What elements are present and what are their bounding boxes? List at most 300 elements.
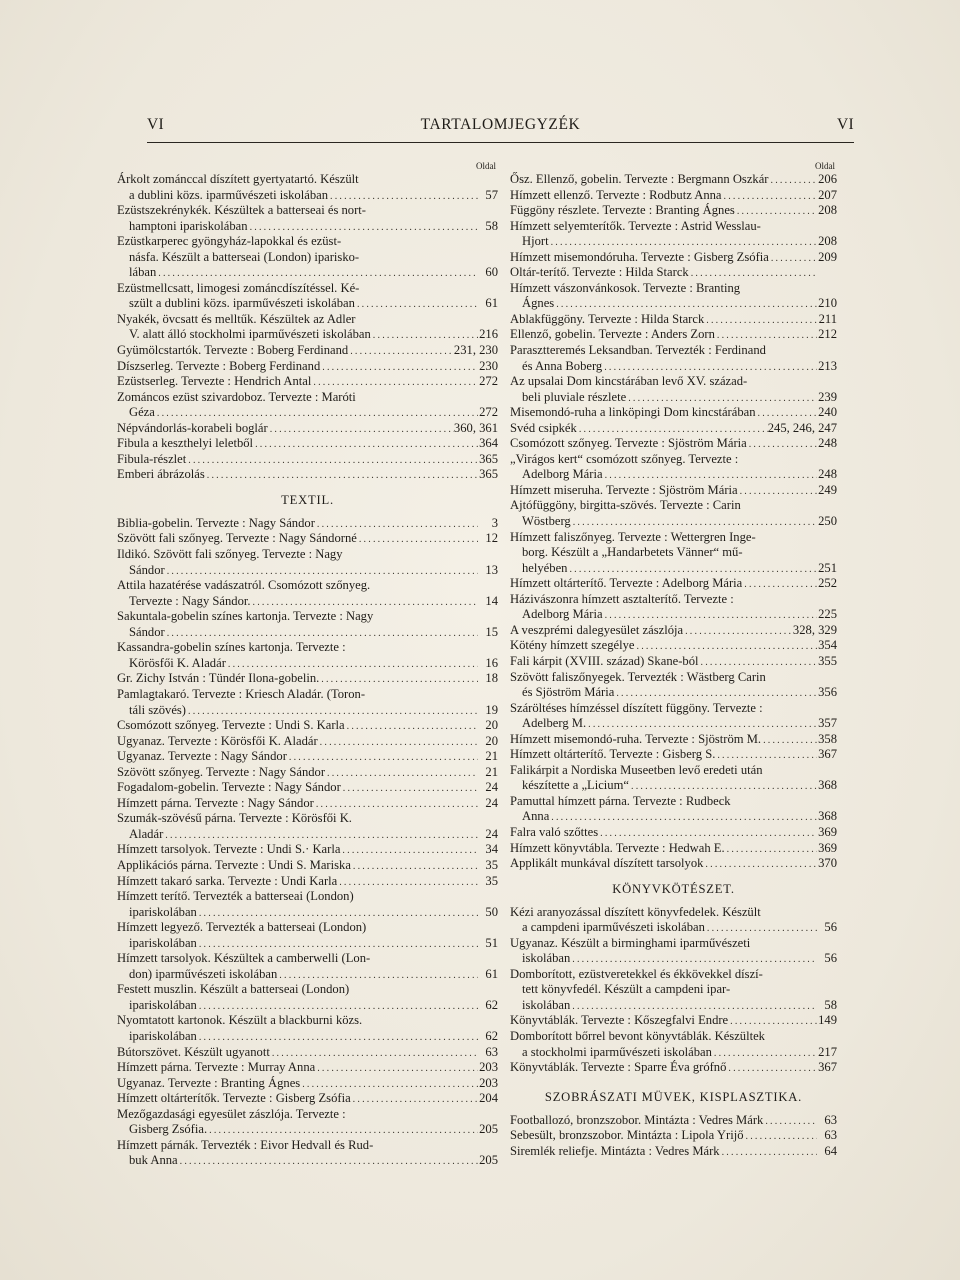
toc-page-number: 21	[485, 749, 498, 764]
toc-page-number: 250	[818, 514, 837, 529]
toc-entry-line	[117, 998, 498, 1014]
toc-entry-line	[510, 809, 837, 825]
dot-leader	[614, 686, 817, 701]
toc-page-number: 249	[818, 482, 837, 497]
toc-entry	[117, 811, 498, 842]
toc-entry-text: Adelborg Mária	[522, 467, 603, 482]
toc-entry-line	[117, 1060, 498, 1076]
dot-leader	[345, 719, 478, 734]
toc-entry-line	[117, 1045, 498, 1061]
toc-entry-text: Domborított, ezüstveretekkel és ékkövekkel díszí-	[510, 966, 763, 981]
toc-entry	[117, 640, 498, 671]
toc-page-number: 358	[818, 731, 837, 746]
toc-entry-text: Hímzett selyemterítők. Tervezte : Astrid Wesslau-	[510, 218, 761, 233]
dot-leader	[603, 608, 817, 623]
toc-entry	[510, 172, 837, 188]
toc-entry-text: Nyakék, övcsatt és melltűk. Készültek az Adler	[117, 311, 356, 326]
toc-entry-text: Pamlagtakaró. Tervezte : Kriesch Aladár. (Toron-	[117, 686, 366, 701]
toc-page-number: 51	[485, 935, 498, 950]
toc-entry-line	[510, 281, 837, 297]
toc-page-number: 20	[485, 718, 498, 733]
toc-entry-text: Száröltéses hímzéssel díszített függöny. Tervezte :	[510, 700, 763, 715]
toc-entry-line	[117, 982, 498, 998]
toc-entry-text: Hjort	[522, 234, 549, 249]
toc-entry	[510, 1113, 837, 1129]
toc-entry-line	[117, 265, 498, 281]
toc-entry	[510, 841, 837, 857]
toc-entry-text: Könyvtáblák. Tervezte : Sparre Éva grófnő	[510, 1060, 727, 1075]
toc-column-left	[117, 160, 498, 1169]
toc-entry	[117, 687, 498, 718]
toc-entry	[510, 936, 837, 967]
toc-entry-text: Sakuntala-gobelin színes kartonja. Tervezte : Nagy	[117, 609, 374, 624]
toc-entry-line	[510, 967, 837, 983]
toc-entry-line	[510, 234, 837, 250]
toc-page-number: 208	[818, 203, 837, 218]
toc-page-number: 60	[485, 265, 498, 280]
toc-entry	[510, 576, 837, 592]
toc-entry-text: Hímzett párna. Tervezte : Murray Anna	[117, 1060, 316, 1075]
toc-entry-line	[510, 561, 837, 577]
toc-entry-line	[117, 905, 498, 921]
toc-entry-line	[510, 1128, 837, 1144]
dot-leader	[703, 857, 817, 872]
toc-entry-line	[117, 594, 498, 610]
dot-leader	[320, 360, 478, 375]
toc-entry-text: iskolában	[522, 951, 571, 966]
toc-entry	[117, 359, 498, 375]
toc-entry	[117, 920, 498, 951]
toc-entry-line	[510, 359, 837, 375]
toc-entry-line	[510, 188, 837, 204]
toc-entry-line	[117, 842, 498, 858]
toc-entry-line	[510, 638, 837, 654]
toc-entry-text: ipariskolában	[129, 1028, 197, 1043]
toc-entry	[510, 374, 837, 405]
toc-entry-text: Anna	[522, 809, 550, 824]
toc-entry-line	[510, 763, 837, 779]
toc-entry-text: Falra való szőttes	[510, 824, 599, 839]
toc-entry	[510, 670, 837, 701]
dot-leader	[351, 859, 478, 874]
toc-page-number: 24	[485, 826, 498, 841]
toc-entry	[117, 1107, 498, 1138]
toc-entry-text: Géza	[129, 405, 155, 420]
toc-column-right	[510, 160, 837, 1159]
toc-entry	[117, 1045, 498, 1061]
toc-entry	[117, 765, 498, 781]
toc-page-number: 272	[479, 405, 498, 420]
dot-leader	[300, 1077, 478, 1092]
toc-entry-text: Ugyanaz. Készült a birminghami iparművészeti	[510, 935, 751, 950]
toc-entry-line	[117, 967, 498, 983]
toc-entry-line	[117, 1013, 498, 1029]
toc-entry-text: Adelberg M.	[522, 716, 587, 731]
dot-leader	[602, 360, 817, 375]
dot-leader	[598, 826, 817, 841]
toc-entry-line	[510, 607, 837, 623]
toc-entry-text: Misemondó-ruha a linköpingi Dom kincstárában	[510, 405, 756, 420]
toc-entry-line	[117, 188, 498, 204]
toc-page-number: 203	[479, 1060, 498, 1075]
toc-entry-text: ipariskolában	[129, 904, 197, 919]
toc-page-number: 14	[485, 593, 498, 608]
toc-entry-text: Ezüstszekrénykék. Készültek a batterseai és nort-	[117, 203, 366, 218]
toc-entry-text: Szövött faliszőnyegek. Tervezték : Wästberg Carin	[510, 669, 766, 684]
toc-entry-text: Hímzett ellenző. Tervezte : Rodbutz Anna	[510, 187, 722, 202]
dot-leader	[186, 453, 478, 468]
toc-page-number: 369	[818, 824, 837, 839]
toc-page-number: 355	[818, 653, 837, 668]
toc-entry	[117, 749, 498, 765]
toc-entry-line	[510, 841, 837, 857]
toc-page-number: 231, 230	[453, 343, 498, 358]
toc-entry-text: Falikárpit a Nordiska Museetben levő eredeti után	[510, 762, 763, 777]
toc-entry-text: Ugyanaz. Tervezte : Branting Ágnes	[117, 1075, 301, 1090]
toc-entry	[117, 718, 498, 734]
dot-leader	[554, 297, 817, 312]
toc-entry-line	[510, 623, 837, 639]
toc-entry	[510, 421, 837, 437]
toc-entry	[117, 780, 498, 796]
toc-entry-text: Ildikó. Szövött fali szőnyeg. Tervezte : Nagy	[117, 547, 343, 562]
toc-entry-text: Kassandra-gobelin színes kartonja. Tervezte :	[117, 640, 346, 655]
toc-entry	[117, 842, 498, 858]
toc-entry-line	[117, 250, 498, 266]
toc-entry-line	[510, 498, 837, 514]
toc-page-number: 356	[818, 685, 837, 700]
dot-leader	[186, 704, 478, 719]
toc-page-number: 328, 329	[792, 622, 837, 637]
toc-entry-text: Sebesült, bronzszobor. Mintázta : Lipola Yrijő	[510, 1128, 744, 1143]
toc-entry-text: Szumák-szövésű párna. Tervezte : Körösfői K.	[117, 811, 352, 826]
toc-entry-text: Szövött fali szőnyeg. Tervezte : Nagy Sándorné	[117, 531, 357, 546]
toc-page-number: 62	[485, 1028, 498, 1043]
dot-leader	[315, 517, 478, 532]
toc-page-number: 61	[485, 966, 498, 981]
toc-page-number: 212	[818, 327, 837, 342]
toc-entry-line	[510, 716, 837, 732]
toc-entry-line	[117, 172, 498, 188]
dot-leader	[268, 422, 454, 437]
toc-entry	[117, 436, 498, 452]
toc-entry-text: Hímzett tarsolyok. Készültek a camberwelli (Lon-	[117, 951, 371, 966]
toc-entry	[510, 498, 837, 529]
toc-page-number: 240	[818, 405, 837, 420]
dot-leader	[341, 781, 478, 796]
toc-entry-text: Nyomtatott kartonok. Készült a blackburni közs.	[117, 1013, 363, 1028]
toc-entry-line	[510, 905, 837, 921]
toc-entry-text: Kézi aranyozással díszített könyvfedelek. Készült	[510, 904, 761, 919]
section-heading: TEXTIL.	[281, 492, 334, 507]
toc-entry-text: „Virágos kert“ csomózott szőnyeg. Tervezte :	[510, 451, 739, 466]
toc-entry-line	[117, 703, 498, 719]
toc-entry-text: Adelborg Mária	[522, 607, 603, 622]
toc-page-number: 16	[485, 655, 498, 670]
toc-entry-text: lában	[129, 265, 157, 280]
toc-page-number: 205	[479, 1153, 498, 1168]
dot-leader	[549, 235, 817, 250]
toc-page-number: 370	[818, 856, 837, 871]
dot-leader	[357, 532, 478, 547]
toc-entry	[510, 856, 837, 872]
toc-entry	[510, 219, 837, 250]
toc-entry-text: a stockholmi iparművészeti iskolában	[522, 1044, 712, 1059]
toc-entry	[117, 547, 498, 578]
dot-leader	[715, 748, 817, 763]
toc-entry-text: Árkolt zománccal díszített gyertyatartó. Készült	[117, 172, 359, 186]
dot-leader	[725, 842, 817, 857]
toc-entry-text: hamptoni ipariskolában	[129, 218, 248, 233]
toc-entry	[510, 1029, 837, 1060]
toc-entry-text: Ezüstmellcsatt, limogesi zománcdíszítéssel. Ké-	[117, 280, 360, 295]
toc-entry-text: Fogadalom-gobelin. Tervezte : Nagy Sándor	[117, 780, 341, 795]
toc-entry-line	[117, 390, 498, 406]
toc-entry-text: Applikációs párna. Tervezte : Undi S. Mariska	[117, 857, 351, 872]
toc-entry	[510, 592, 837, 623]
header-page-number-left: VI	[147, 116, 164, 133]
toc-page-number: 62	[485, 997, 498, 1012]
toc-entry-line	[117, 936, 498, 952]
toc-entry-text: Gyümölcstartók. Tervezte : Boberg Ferdinand	[117, 343, 349, 358]
toc-entry-text: ipariskolában	[129, 997, 197, 1012]
toc-page-number: 50	[485, 904, 498, 919]
section-heading: SZOBRÁSZATI MÜVEK, KISPLASZTIKA.	[544, 1089, 803, 1104]
toc-entry-text: Körösfői K. Aladár	[129, 655, 226, 670]
toc-entry-line	[117, 827, 498, 843]
toc-entry-text: buk Anna	[129, 1153, 178, 1168]
toc-entry-line	[117, 656, 498, 672]
toc-entry	[510, 530, 837, 577]
toc-entry-text: Attila hazatérése vadászatról. Csomózott szőnyeg.	[117, 578, 371, 593]
toc-entry-line	[117, 516, 498, 532]
dot-leader	[570, 952, 817, 967]
toc-entry-text: helyében	[522, 560, 568, 575]
toc-entry-text: Fali kárpit (XVIII. század) Skane-ból	[510, 653, 699, 668]
toc-entry	[510, 794, 837, 825]
toc-entry-text: Függöny részlete. Tervezte : Branting Ágnes	[510, 203, 735, 218]
toc-entry	[117, 889, 498, 920]
dot-leader	[570, 999, 817, 1014]
dot-leader	[325, 766, 478, 781]
dot-leader	[769, 173, 818, 188]
dot-leader	[744, 1129, 817, 1144]
toc-entry	[510, 1144, 837, 1160]
dot-leader	[715, 328, 817, 343]
toc-entry-line	[510, 390, 837, 406]
toc-entry	[510, 747, 837, 763]
toc-page-number: 57	[485, 187, 498, 202]
toc-entry-text: Sándor	[129, 624, 165, 639]
toc-entry-line	[510, 452, 837, 468]
dot-leader	[319, 672, 478, 687]
toc-entry-line	[510, 483, 837, 499]
toc-page-number: 58	[485, 218, 498, 233]
toc-page-number: 19	[485, 702, 498, 717]
dot-leader	[683, 624, 793, 639]
toc-entry-line	[117, 625, 498, 641]
toc-page-number: 230	[479, 358, 498, 373]
toc-entry-line	[117, 671, 498, 687]
toc-entry-text: Ezüstserleg. Tervezte : Hendrich Antal	[117, 374, 312, 389]
toc-page-number: 217	[818, 1044, 837, 1059]
dot-leader	[270, 1046, 478, 1061]
toc-page-number: 360, 361	[453, 420, 498, 435]
toc-entry-text: Emberi ábrázolás	[117, 467, 205, 482]
dot-leader	[197, 1030, 478, 1045]
toc-entry-text: Fibula a keszthelyi leletből	[117, 436, 254, 451]
toc-entry-line	[510, 436, 837, 452]
toc-entry-line	[117, 811, 498, 827]
toc-entry-line	[117, 609, 498, 625]
toc-entry-text: Ugyanaz. Tervezte : Nagy Sándor	[117, 749, 287, 764]
toc-entry-text: ipariskolában	[129, 935, 197, 950]
toc-entry-line	[117, 1122, 498, 1138]
toc-page-number: 3	[491, 515, 498, 530]
dot-leader	[577, 422, 768, 437]
dot-leader	[207, 1123, 478, 1138]
dot-leader	[738, 484, 817, 499]
toc-entry-text: Wöstberg	[522, 514, 571, 529]
toc-entry	[117, 734, 498, 750]
dot-leader	[328, 189, 478, 204]
toc-entry-line	[117, 405, 498, 421]
dot-leader	[704, 313, 817, 328]
toc-entry-line	[117, 578, 498, 594]
toc-entry-text: Hímzett faliszőnyeg. Tervezte : Wettergren Inge-	[510, 529, 756, 544]
toc-entry-text: Applikált munkával díszített tarsolyok	[510, 856, 704, 871]
toc-entry-text: Gr. Zichy István : Tündér Ilona-gobelin.	[117, 671, 320, 686]
dot-leader	[311, 375, 478, 390]
toc-entry	[117, 1013, 498, 1044]
toc-page-number: 34	[485, 842, 498, 857]
dot-leader	[371, 328, 478, 343]
toc-page-number: 216	[479, 327, 498, 342]
toc-entry	[510, 905, 837, 936]
toc-entry	[117, 1060, 498, 1076]
toc-entry	[510, 343, 837, 374]
section-heading: KÖNYVKÖTÉSZET.	[612, 881, 735, 896]
toc-entry-text: Hímzett párna. Tervezte : Nagy Sándor	[117, 795, 314, 810]
toc-entry-text: Ablakfüggöny. Tervezte : Hilda Starck	[510, 311, 705, 326]
toc-entry-text: Domborított bőrrel bevont könyvtáblák. Készültek	[510, 1028, 765, 1043]
toc-entry	[117, 1076, 498, 1092]
toc-page-number: 21	[485, 764, 498, 779]
toc-entry-line	[117, 796, 498, 812]
toc-entry-line	[117, 858, 498, 874]
dot-leader	[761, 733, 817, 748]
toc-entry-line	[117, 531, 498, 547]
toc-entry-line	[117, 749, 498, 765]
toc-entry-text: Csomózott szőnyeg. Tervezte : Sjöström Mária	[510, 436, 747, 451]
toc-entry-line	[510, 219, 837, 235]
header-title: TARTALOMJEGYZÉK	[420, 116, 581, 133]
toc-entry-line	[510, 701, 837, 717]
toc-entry	[510, 265, 837, 281]
toc-page-number: 206	[818, 172, 837, 186]
toc-page-number: 225	[818, 607, 837, 622]
toc-page-number: 24	[485, 795, 498, 810]
dot-leader	[197, 937, 478, 952]
dot-leader	[165, 626, 478, 641]
toc-entry-text: Biblia-gobelin. Tervezte : Nagy Sándor	[117, 515, 315, 530]
toc-entry-line	[510, 856, 837, 872]
toc-page-number: 203	[479, 1075, 498, 1090]
toc-entry-line	[510, 343, 837, 359]
toc-entry	[117, 531, 498, 547]
dot-leader	[629, 779, 817, 794]
toc-page-number: 63	[485, 1044, 498, 1059]
toc-entry-line	[510, 576, 837, 592]
toc-entry	[510, 452, 837, 483]
toc-entry-text: Szövött szőnyeg. Tervezte : Nagy Sándor	[117, 764, 326, 779]
toc-entry-text: Ágnes	[522, 296, 555, 311]
toc-entry-line	[117, 219, 498, 235]
toc-entry	[117, 374, 498, 390]
toc-entry	[510, 281, 837, 312]
toc-entry-line	[117, 467, 498, 483]
dot-leader	[705, 921, 817, 936]
toc-entry	[117, 1138, 498, 1169]
toc-entry-line	[510, 312, 837, 328]
toc-entry-text: V. alatt álló stockholmi iparművészeti iskolában	[129, 327, 371, 342]
toc-entry-line	[510, 514, 837, 530]
toc-entry-text: Csomózott szőnyeg. Tervezte : Undi S. Karla	[117, 718, 345, 733]
toc-entry-text: Hímzett oltárterítők. Tervezte : Gisberg Zsófia	[117, 1091, 351, 1106]
toc-entry-text: iskolában	[522, 997, 571, 1012]
toc-entry-line	[510, 421, 837, 437]
toc-entry-text: Díszserleg. Tervezte : Boberg Ferdinand	[117, 358, 321, 373]
dot-leader	[355, 297, 478, 312]
toc-entry-line	[510, 1013, 837, 1029]
toc-entry-text: Az upsalai Dom kincstárában levő XV. század-	[510, 374, 748, 389]
toc-entry-line	[117, 1153, 498, 1169]
toc-entry-text: Hímzett miseruha. Tervezte : Sjöström Mária	[510, 482, 738, 497]
toc-entry	[117, 874, 498, 890]
header-page-number-right: VI	[837, 116, 854, 133]
toc-entry-text: Népvándorlás-korabeli boglár	[117, 420, 268, 435]
dot-leader	[155, 406, 478, 421]
dot-leader	[197, 999, 478, 1014]
toc-page-number: 368	[818, 809, 837, 824]
toc-entry-line	[510, 327, 837, 343]
toc-entry-text: tett könyvfedél. Készült a campdeni ipar-	[522, 982, 731, 997]
toc-entry	[117, 172, 498, 203]
toc-entry	[117, 609, 498, 640]
toc-entry-text: készítette a „Licium“	[522, 778, 629, 793]
toc-page-number: 211	[818, 311, 837, 326]
toc-entry	[117, 203, 498, 234]
toc-entry-text: Ellenző, gobelin. Tervezte : Anders Zorn	[510, 327, 715, 342]
toc-entry-line	[117, 343, 498, 359]
toc-entry	[117, 951, 498, 982]
dot-leader	[699, 655, 818, 670]
toc-entry-text: Hímzett misemondóruha. Tervezte : Gisberg Zsófia	[510, 249, 769, 264]
toc-page-number: 365	[479, 467, 498, 482]
toc-entry-line	[510, 1029, 837, 1045]
toc-entry-line	[117, 687, 498, 703]
toc-entry-line	[117, 889, 498, 905]
toc-page-number: 204	[479, 1091, 498, 1106]
toc-entry-line	[117, 1076, 498, 1092]
dot-leader	[763, 1114, 817, 1129]
toc-entry-text: táli szövés)	[129, 702, 187, 717]
toc-entry-line	[117, 765, 498, 781]
dot-leader	[205, 468, 478, 483]
toc-entry-line	[510, 405, 837, 421]
dot-leader	[253, 437, 478, 452]
toc-page-number: 20	[485, 733, 498, 748]
